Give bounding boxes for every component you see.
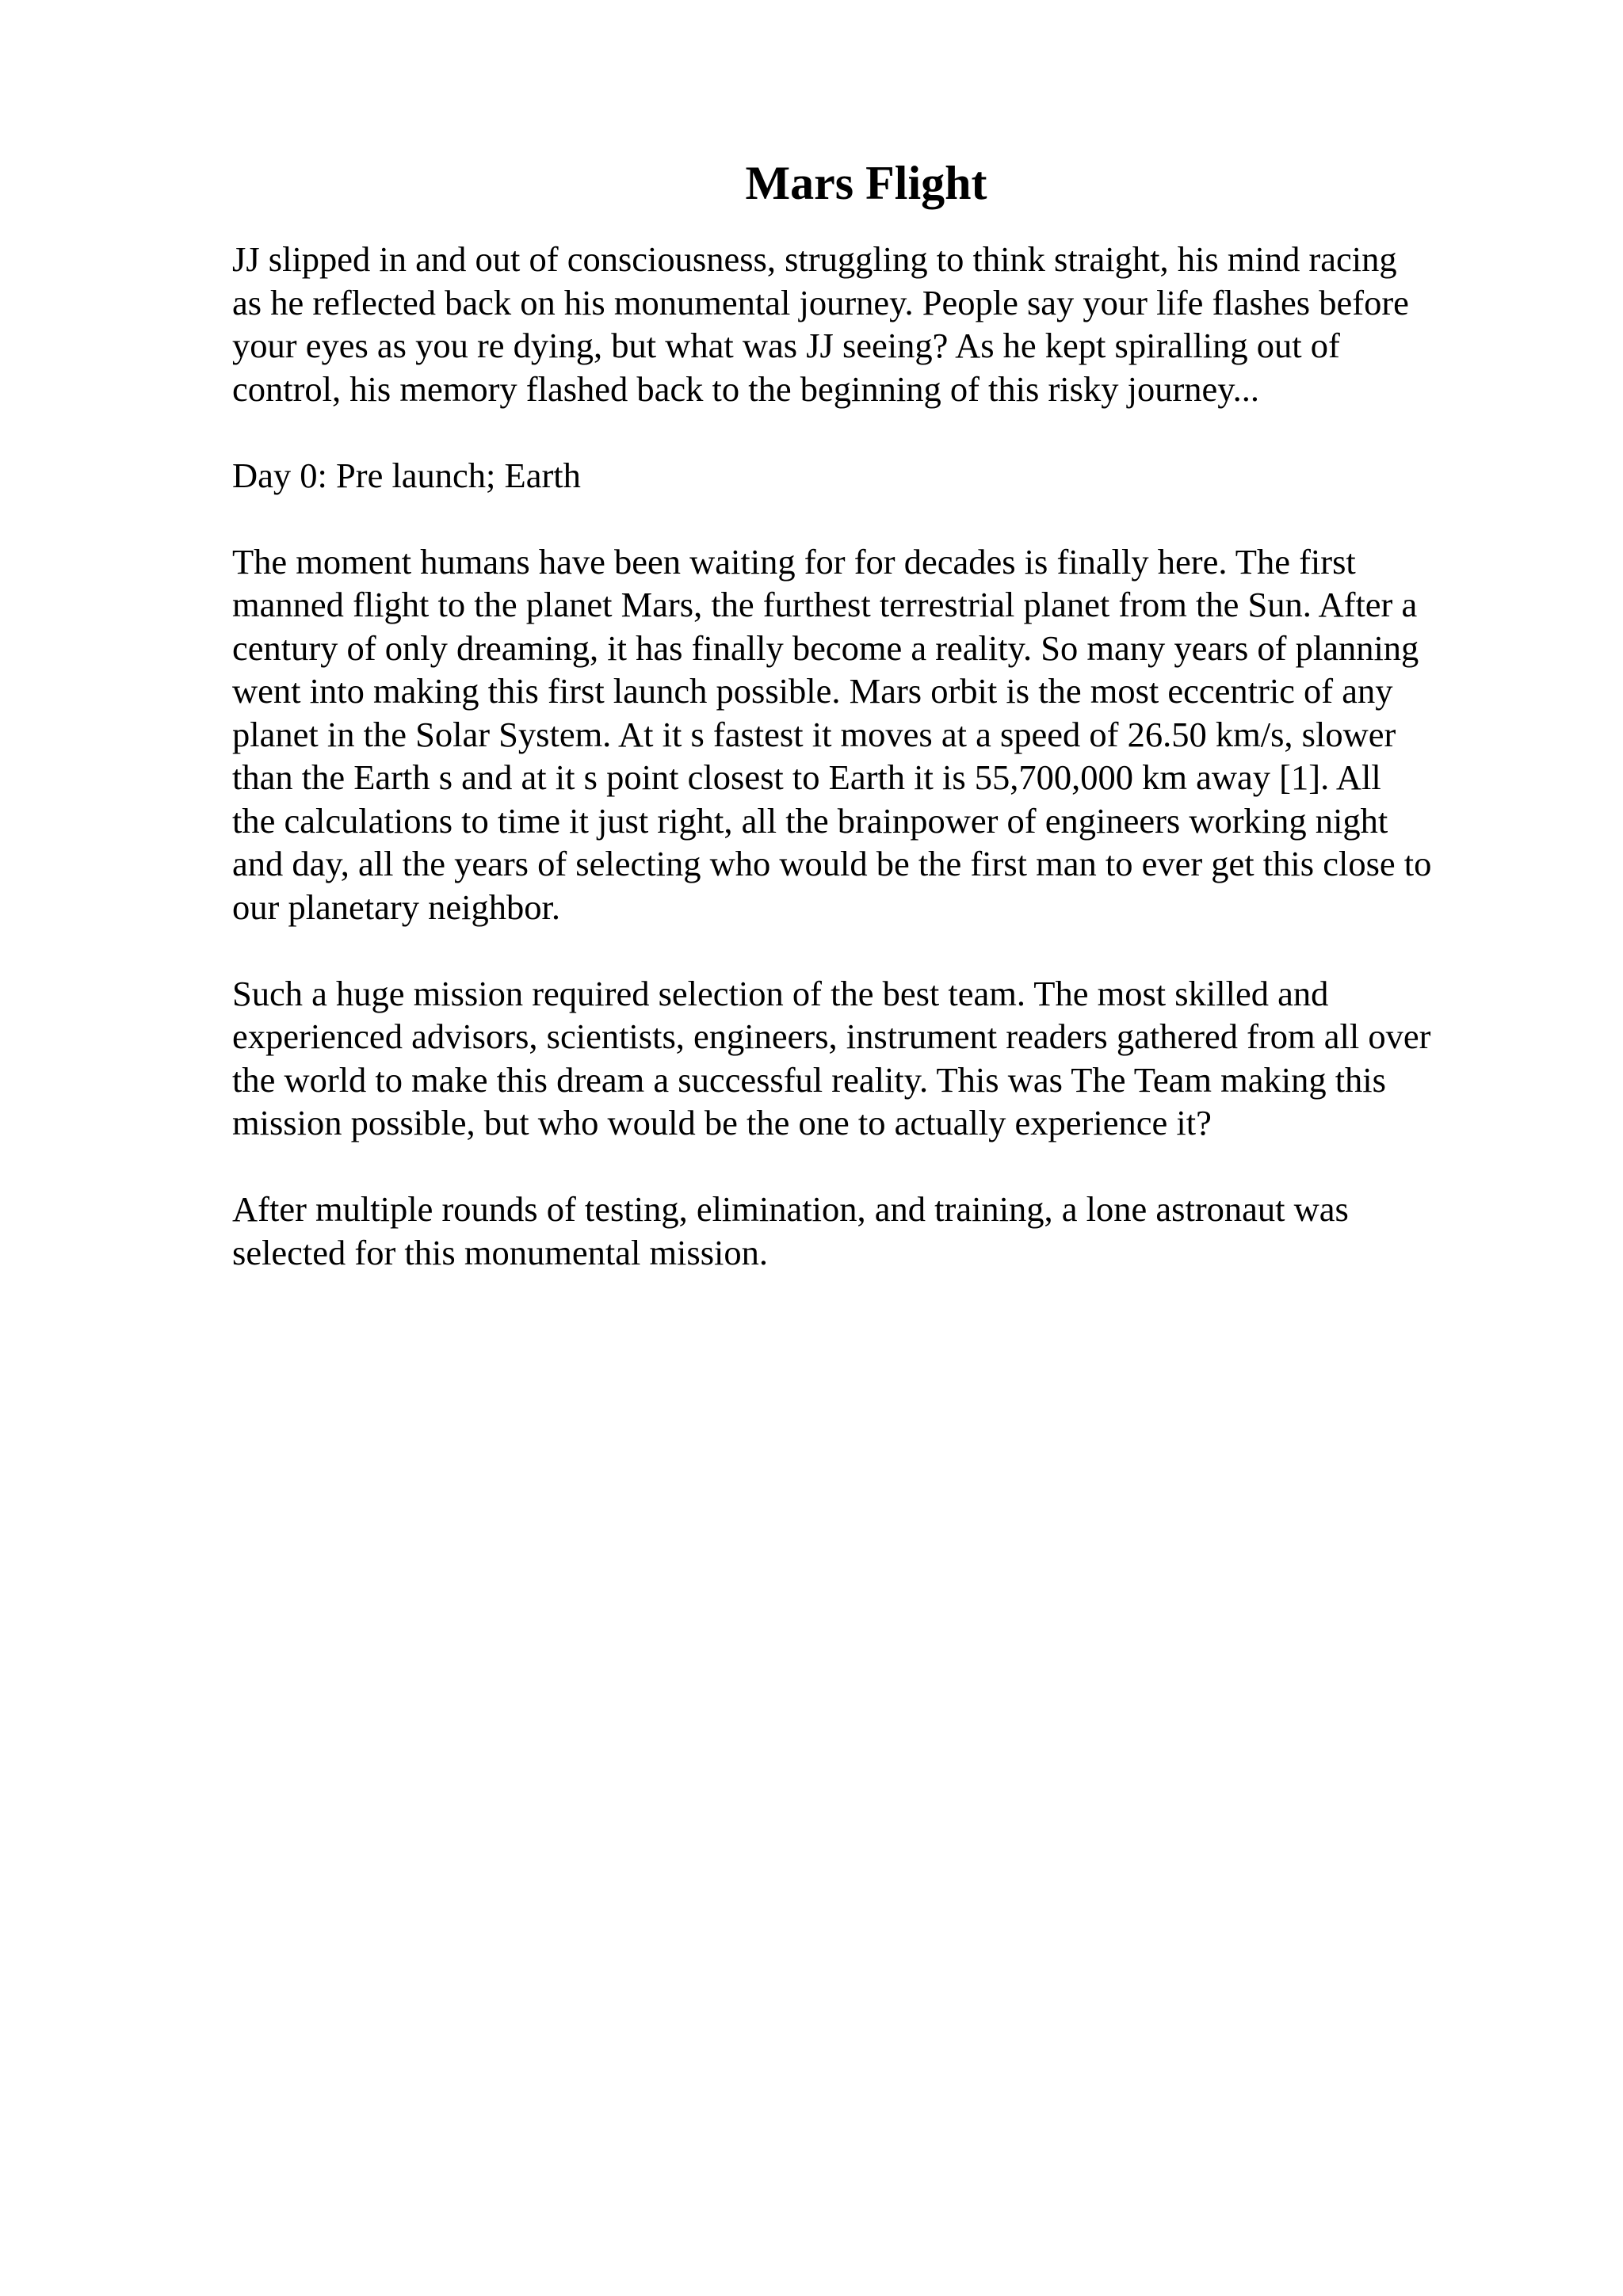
text-line: experienced advisors, scientists, engineers, instrument readers gathered from all over <box>232 1016 1431 1056</box>
text-line: planet in the Solar System. At it s fastest it moves at a speed of 26.50 km/s, slower <box>232 714 1396 754</box>
text-line: the world to make this dream a successful reality. This was The Team making this <box>232 1059 1386 1100</box>
text-line: our planetary neighbor. <box>232 887 560 927</box>
paragraph-astronaut-selection <box>232 1188 1500 1274</box>
document-body <box>232 147 1500 1318</box>
text-line: than the Earth s and at it s point closest to Earth it is 55,700,000 km away [1]. All <box>232 757 1381 797</box>
paragraph-intro <box>232 238 1500 410</box>
text-line: mission possible, but who would be the one to actually experience it? <box>232 1103 1212 1142</box>
text-line: Such a huge mission required selection of the best team. The most skilled and <box>232 973 1329 1013</box>
text-line: Day 0: Pre launch; Earth <box>232 455 581 495</box>
paragraph-mission-background <box>232 540 1500 929</box>
text-line: and day, all the years of selecting who would be the first man to ever get this close to <box>232 844 1432 883</box>
paragraph-team <box>232 972 1500 1145</box>
text-line: the calculations to time it just right, all the brainpower of engineers working night <box>232 800 1388 841</box>
text-line: After multiple rounds of testing, elimination, and training, a lone astronaut was <box>232 1189 1349 1229</box>
text-line: selected for this monumental mission. <box>232 1232 769 1272</box>
text-line: The moment humans have been waiting for for decades is finally here. The first <box>232 541 1356 582</box>
page-title: Mars Flight <box>745 157 987 209</box>
text-line: control, his memory flashed back to the beginning of this risky journey... <box>232 368 1260 409</box>
section-heading-day-0 <box>232 454 1500 498</box>
text-line: went into making this first launch possible. Mars orbit is the most eccentric of any <box>232 671 1393 711</box>
text-line: JJ slipped in and out of consciousness, struggling to think straight, his mind racing <box>232 239 1397 279</box>
text-line: century of only dreaming, it has finally become a reality. So many years of planning <box>232 627 1419 668</box>
text-line: manned flight to the planet Mars, the furthest terrestrial planet from the Sun. After a <box>232 585 1418 624</box>
text-line: your eyes as you re dying, but what was JJ seeing? As he kept spiralling out of <box>232 326 1340 365</box>
text-line: as he reflected back on his monumental journey. People say your life flashes before <box>232 282 1409 322</box>
